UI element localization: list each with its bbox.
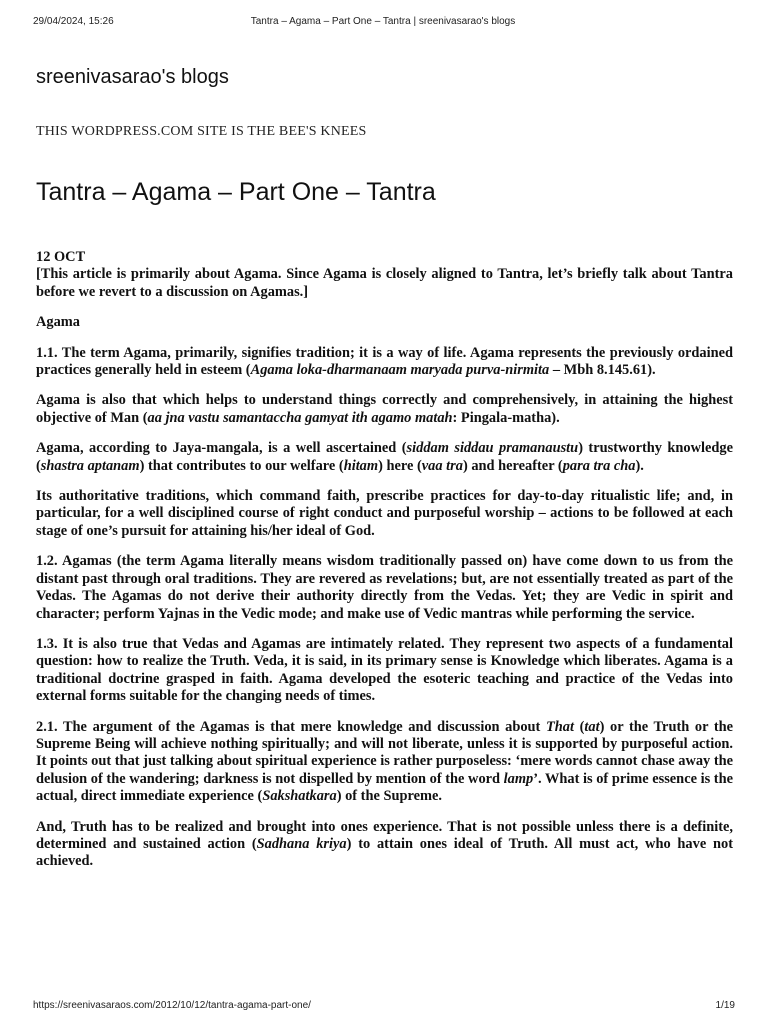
print-header	[33, 16, 733, 30]
paragraph-truth-realized: And, Truth has to be realized and brought into ones experience. That is not possible unless there is a definite, determined and sustained action (Sadhana kriya) to attain ones ideal of Truth. All must act, who have not achieved.	[36, 818, 733, 870]
paragraph-agama-objective: Agama is also that which helps to understand things correctly and comprehensively, in attaining the highest objective of Man (aa jna vastu samantaccha gamyat ith agamo matah: Pingala-matha).	[36, 392, 733, 426]
print-url[interactable]: https://sreenivasaraos.com/2012/10/12/tantra-agama-part-one/	[33, 1000, 311, 1011]
post-intro-block	[36, 249, 733, 301]
post-title: Tantra – Agama – Part One – Tantra	[36, 178, 436, 206]
paragraph-jaya-mangala: Agama, according to Jaya-mangala, is a well ascertained (siddam siddau pramanaustu) trustworthy knowledge (shastra aptanam) that contributes to our welfare (hitam) here (vaa tra) and hereafter (para tra cha).	[36, 440, 733, 474]
section-heading: Agama	[36, 314, 80, 331]
post-date: 12 OCT	[36, 249, 86, 265]
paragraph-1-3: 1.3. It is also true that Vedas and Agamas are intimately related. They represent two aspects of a fundamental question: how to realize the Truth. Veda, it is said, in its primary sense is Knowledge which liberates. Agama is a traditional doctrine grasped in faith. Agama developed the esoteric teaching and practice of the Vedas into external forms suitable for the changing needs of times.	[36, 635, 733, 705]
site-tagline: THIS WORDPRESS.COM SITE IS THE BEE'S KNEES	[36, 124, 367, 139]
paragraph-1-2: 1.2. Agamas (the term Agama literally means wisdom traditionally passed on) have come down to us from the distant past through oral traditions. They are revered as revelations; but, are not essentially treated as part of the Vedas. The Agamas do not derive their authority directly from the Vedas. Yet; they are Vedic in spirit and character; perform Yajnas in the Vedic mode; and make use of Vedic mantras while performing the service.	[36, 553, 733, 622]
paragraph-2-1: 2.1. The argument of the Agamas is that mere knowledge and discussion about That (tat) or the Truth or the Supreme Being will achieve nothing spiritually; and will not liberate, unless it is supported by purposeful action. It points out that just talking about spiritual experience is rather purposeless: ‘mere words cannot chase away the delusion of the wandering; darkness is not dispelled by mention of the word lamp’. What is of prime essence is the actual, direct immediate experience (Sakshatkara) of the Supreme.	[36, 718, 734, 805]
post-content	[36, 249, 733, 884]
page-number: 1/19	[715, 1000, 735, 1011]
print-footer	[33, 1000, 735, 1014]
print-page-title: Tantra – Agama – Part One – Tantra | sreenivasarao's blogs	[250, 16, 516, 27]
paragraph-traditions: Its authoritative traditions, which command faith, prescribe practices for day-to-day ritualistic life; and, in particular, for a well disciplined course of right conduct and purposeful worship – actions to be followed at each stage of one’s pursuit for attaining his/her ideal of God.	[36, 488, 733, 539]
site-title[interactable]: sreenivasarao's blogs	[36, 66, 229, 88]
intro-text: [This article is primarily about Agama. Since Agama is closely aligned to Tantra, let’s briefly talk about Tantra before we revert to a discussion on Agamas.]	[36, 266, 733, 300]
print-datetime: 29/04/2024, 15:26	[33, 16, 114, 27]
paragraph-1-1: 1.1. The term Agama, primarily, signifies tradition; it is a way of life. Agama represents the previously ordained practices generally held in esteem (Agama loka-dharmanaam maryada purva-nirmita – Mbh 8.145.61).	[36, 344, 733, 379]
